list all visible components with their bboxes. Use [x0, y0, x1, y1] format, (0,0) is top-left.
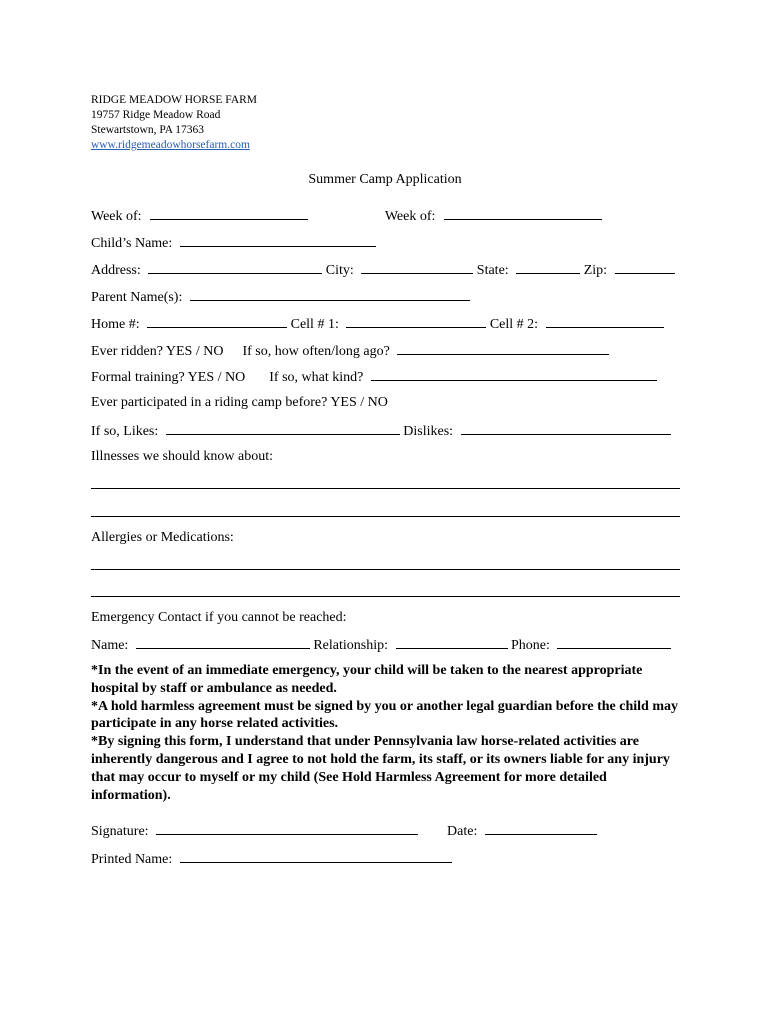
signature-row: [91, 821, 597, 841]
week-of-label-1: Week of:: [91, 209, 142, 224]
date-field[interactable]: [485, 821, 597, 835]
what-kind-field[interactable]: [371, 367, 657, 381]
printed-name-row: [91, 849, 452, 869]
notice-emergency: *In the event of an immediate emergency, your child will be taken to the nearest appropriate hospital by staff or ambulance as needed.: [91, 663, 643, 696]
cell2-label: Cell # 2:: [489, 317, 539, 332]
state-field[interactable]: [516, 260, 580, 274]
week-of-field-2[interactable]: [444, 206, 602, 220]
week-of-label-2: Week of:: [384, 209, 436, 224]
city-field[interactable]: [361, 260, 473, 274]
printed-name-field[interactable]: [180, 849, 452, 863]
city-label: City:: [325, 263, 354, 278]
child-name-label: Child’s Name:: [91, 236, 173, 251]
ec-phone-label: Phone:: [511, 638, 550, 653]
farm-header: [91, 93, 257, 153]
parent-names-field[interactable]: [190, 287, 470, 301]
farm-city-state-zip: Stewartstown, PA 17363: [91, 124, 204, 136]
farm-street: 19757 Ridge Meadow Road: [91, 109, 221, 121]
home-phone-label: Home #:: [91, 317, 140, 332]
allergies-line-2[interactable]: [91, 596, 680, 597]
week-row: [91, 206, 602, 226]
state-label: State:: [476, 263, 509, 278]
how-often-field[interactable]: [397, 341, 609, 355]
week-of-field-1[interactable]: [150, 206, 308, 220]
phone-row: [91, 314, 664, 334]
dislikes-field[interactable]: [461, 421, 671, 435]
allergies-label: Allergies or Medications:: [91, 530, 234, 545]
ec-name-label: Name:: [91, 638, 129, 653]
emergency-contact-row: [91, 635, 671, 655]
legal-notices: [91, 662, 681, 804]
notice-hold-harmless: *A hold harmless agreement must be signed by you or another legal guardian before the child may participate in any horse related activities.: [91, 698, 678, 732]
ec-relationship-label: Relationship:: [313, 638, 388, 653]
how-often-label: If so, how often/long ago?: [242, 344, 390, 359]
signature-label: Signature:: [91, 824, 149, 839]
dislikes-label: Dislikes:: [403, 424, 454, 439]
form-title: Summer Camp Application: [308, 172, 462, 187]
ever-ridden-label: Ever ridden? YES / NO: [91, 344, 224, 359]
riding-camp-label: Ever participated in a riding camp before? YES / NO: [91, 395, 388, 410]
ec-name-field[interactable]: [136, 635, 310, 649]
likes-field[interactable]: [166, 421, 400, 435]
child-name-field[interactable]: [180, 233, 376, 247]
what-kind-label: If so, what kind?: [269, 370, 364, 385]
ec-phone-field[interactable]: [557, 635, 671, 649]
riding-camp-row: [91, 394, 388, 412]
likes-label: If so, Likes:: [91, 424, 159, 439]
illnesses-line-2[interactable]: [91, 516, 680, 517]
likes-row: [91, 421, 671, 441]
notice-liability: *By signing this form, I understand that under Pennsylvania law horse-related activities are inherently dangerous and I agree to not hold the farm, its staff, or its owners liable for any injury that may occur to myself or my child (See Hold Harmless Agreement for more detailed information).: [91, 734, 670, 803]
zip-label: Zip:: [583, 263, 608, 278]
allergies-line-1[interactable]: [91, 569, 680, 570]
address-row: [91, 260, 675, 280]
child-name-row: [91, 233, 376, 253]
zip-field[interactable]: [615, 260, 675, 274]
address-field[interactable]: [148, 260, 322, 274]
formal-training-row: [91, 367, 657, 387]
parent-names-row: [91, 287, 470, 307]
website-link[interactable]: www.ridgemeadowhorsefarm.com: [91, 139, 250, 151]
date-label: Date:: [447, 824, 478, 839]
signature-field[interactable]: [156, 821, 418, 835]
illnesses-label: Illnesses we should know about:: [91, 449, 273, 464]
formal-training-label: Formal training? YES / NO: [91, 370, 246, 385]
cell2-field[interactable]: [546, 314, 664, 328]
illnesses-line-1[interactable]: [91, 488, 680, 489]
emergency-contact-label: Emergency Contact if you cannot be reached:: [91, 610, 347, 625]
farm-name: RIDGE MEADOW HORSE FARM: [91, 94, 258, 106]
parent-names-label: Parent Name(s):: [91, 290, 183, 305]
ec-relationship-field[interactable]: [396, 635, 508, 649]
ever-ridden-row: [91, 341, 609, 361]
home-phone-field[interactable]: [147, 314, 287, 328]
cell1-label: Cell # 1:: [290, 317, 339, 332]
address-label: Address:: [91, 263, 141, 278]
printed-name-label: Printed Name:: [91, 852, 173, 867]
cell1-field[interactable]: [346, 314, 486, 328]
